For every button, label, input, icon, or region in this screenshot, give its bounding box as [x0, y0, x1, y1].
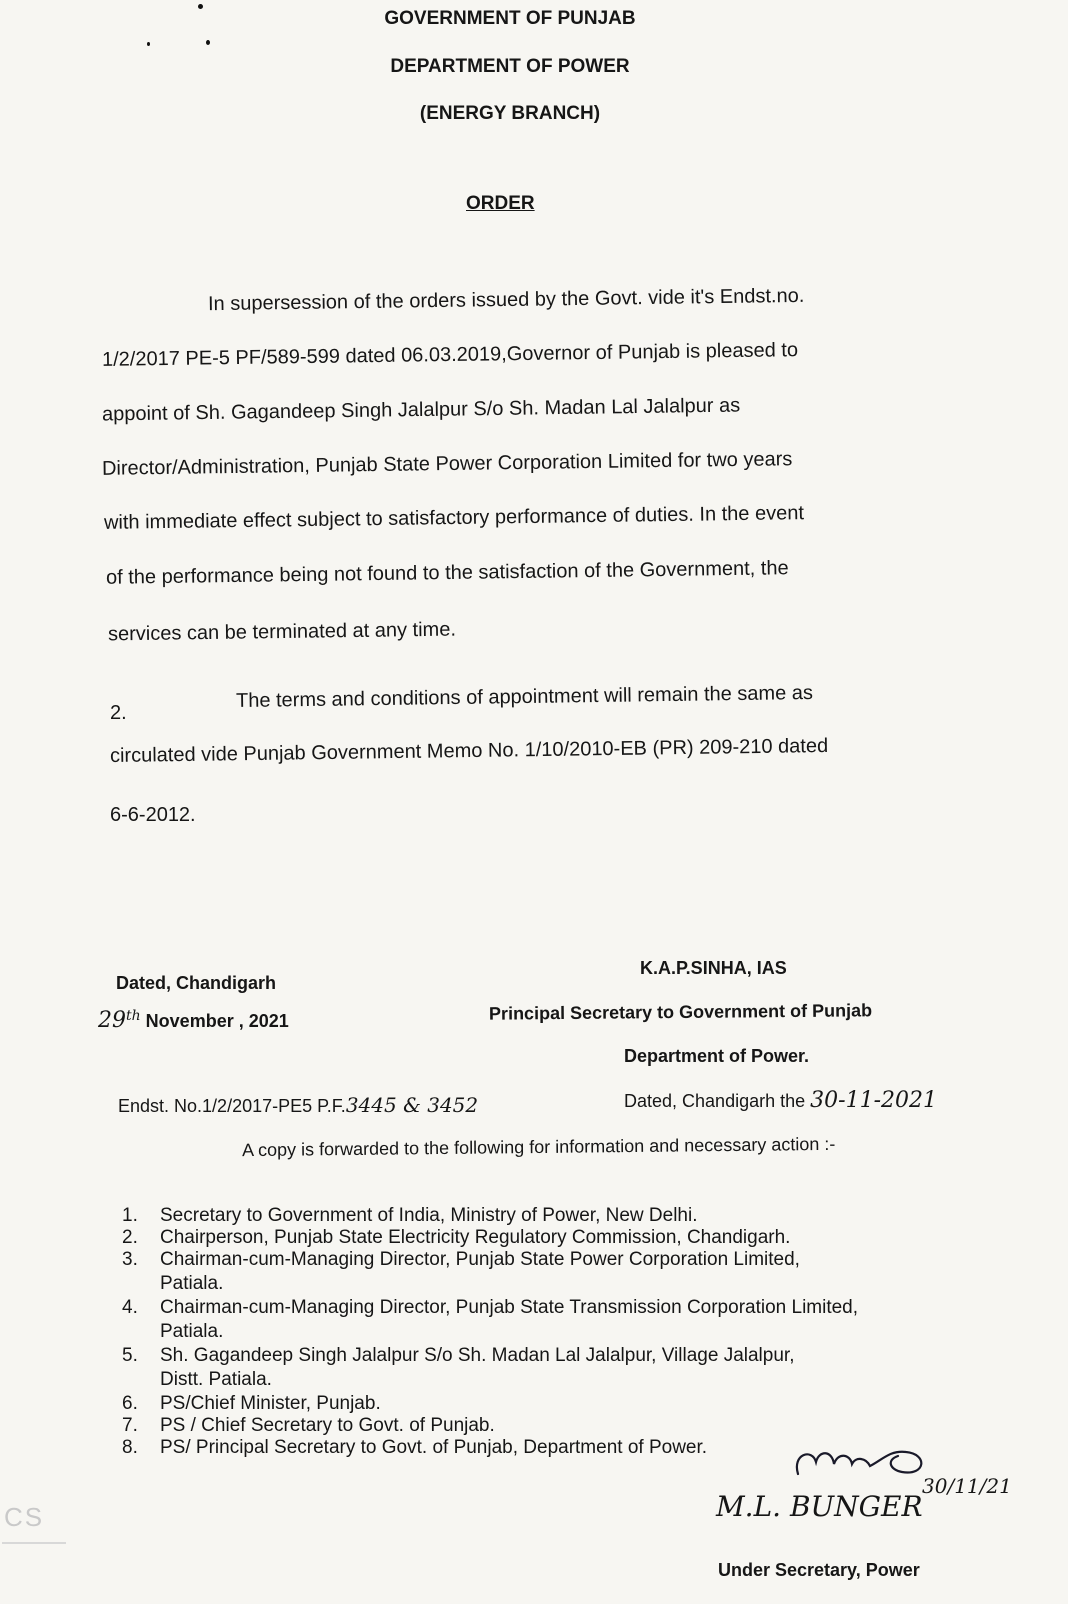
para2-line: circulated vide Punjab Government Memo No. 1/10/2010-EB (PR) 209-210 dated — [109, 734, 829, 768]
recipient-item — [122, 1249, 962, 1297]
scan-speck — [147, 42, 150, 46]
para1-line: In supersession of the orders issued by the Govt. vide it's Endst.no. — [207, 284, 805, 316]
officer-department: Department of Power. — [624, 1046, 810, 1066]
dated-day-handwritten: 29 — [98, 1008, 126, 1033]
order-title: ORDER — [466, 193, 535, 214]
para2-line: The terms and conditions of appointment will remain the same as — [235, 681, 814, 713]
recipient-item — [122, 1227, 962, 1249]
recipient-text: Sh. Gagandeep Singh Jalalpur S/o Sh. Madan Lal Jalalpur, Village Jalalpur, — [160, 1345, 795, 1366]
recipient-item — [122, 1345, 962, 1393]
recipient-text: Secretary to Government of India, Ministry of Power, New Delhi. — [160, 1205, 698, 1226]
signature-scribble — [786, 1430, 936, 1490]
endst-dated-handwritten: 30-11-2021 — [810, 1088, 937, 1113]
officer-title: Principal Secretary to Government of Punjab — [488, 1000, 873, 1024]
signatory-handwritten-name: M.L. BUNGER — [716, 1490, 923, 1523]
recipient-item — [122, 1393, 962, 1415]
recipient-text-continued: Patiala. — [160, 1321, 224, 1342]
recipient-item — [122, 1205, 962, 1227]
forward-note: A copy is forwarded to the following for information and necessary action :- — [241, 1133, 836, 1161]
endst-dated-prefix: Dated, Chandigarh the — [624, 1091, 806, 1111]
scan-speck — [206, 40, 210, 45]
officer-name: K.A.P.SINHA, IAS — [640, 958, 787, 978]
recipient-text: PS / Chief Secretary to Govt. of Punjab. — [160, 1415, 495, 1436]
recipient-number: 6. — [122, 1393, 138, 1414]
dated-day-suffix: th — [126, 1008, 141, 1024]
recipient-item — [122, 1297, 962, 1345]
recipient-number: 7. — [122, 1415, 138, 1436]
dated-date — [98, 1008, 289, 1033]
header-department: DEPARTMENT OF POWER — [390, 56, 630, 77]
recipient-number: 5. — [122, 1345, 138, 1366]
recipient-number: 2. — [122, 1227, 138, 1248]
dated-place: Dated, Chandigarh — [116, 973, 277, 993]
endst-prefix: Endst. No.1/2/2017-PE5 P.F. — [118, 1096, 346, 1116]
para1-line: appoint of Sh. Gagandeep Singh Jalalpur S/o Sh. Madan Lal Jalalpur as — [101, 394, 741, 426]
scan-speck — [198, 4, 203, 9]
recipient-text: Chairman-cum-Managing Director, Punjab State Transmission Corporation Limited, — [160, 1297, 859, 1318]
para1-line: of the performance being not found to the satisfaction of the Government, the — [105, 557, 789, 589]
recipient-text: Chairperson, Punjab State Electricity Regulatory Commission, Chandigarh. — [160, 1227, 791, 1248]
para1-line: services can be terminated at any time. — [107, 618, 457, 646]
recipient-text: Chairman-cum-Managing Director, Punjab State Power Corporation Limited, — [160, 1249, 800, 1270]
recipient-number: 3. — [122, 1249, 138, 1270]
endst-handwritten: 3445 & 3452 — [345, 1093, 479, 1117]
watermark-line — [2, 1542, 66, 1544]
recipient-number: 1. — [122, 1205, 138, 1226]
para2-number: 2. — [110, 702, 127, 724]
endorsement-date — [624, 1088, 937, 1113]
signatory-handwritten-date: 30/11/21 — [922, 1474, 1012, 1498]
header-government: GOVERNMENT OF PUNJAB — [384, 8, 636, 29]
under-secretary-title: Under Secretary, Power — [718, 1560, 920, 1580]
recipient-text-continued: Patiala. — [160, 1273, 224, 1294]
para1-line: Director/Administration, Punjab State Power Corporation Limited for two years — [101, 448, 793, 480]
header-branch: (ENERGY BRANCH) — [419, 103, 601, 124]
para2-line: 6-6-2012. — [110, 804, 196, 826]
para1-line: with immediate effect subject to satisfactory performance of duties. In the event — [103, 502, 805, 534]
scanner-watermark: CS — [4, 1502, 45, 1532]
endorsement-number — [118, 1093, 478, 1117]
recipient-list — [122, 1205, 962, 1459]
recipient-text: PS/ Principal Secretary to Govt. of Punjab, Department of Power. — [160, 1437, 708, 1458]
recipient-text: PS/Chief Minister, Punjab. — [160, 1393, 381, 1414]
recipient-number: 4. — [122, 1297, 138, 1318]
recipient-text-continued: Distt. Patiala. — [160, 1369, 272, 1390]
recipient-number: 8. — [122, 1437, 138, 1458]
para1-line: 1/2/2017 PE-5 PF/589-599 dated 06.03.2019,Governor of Punjab is pleased to — [101, 339, 799, 371]
dated-month-year: November , 2021 — [145, 1011, 289, 1031]
